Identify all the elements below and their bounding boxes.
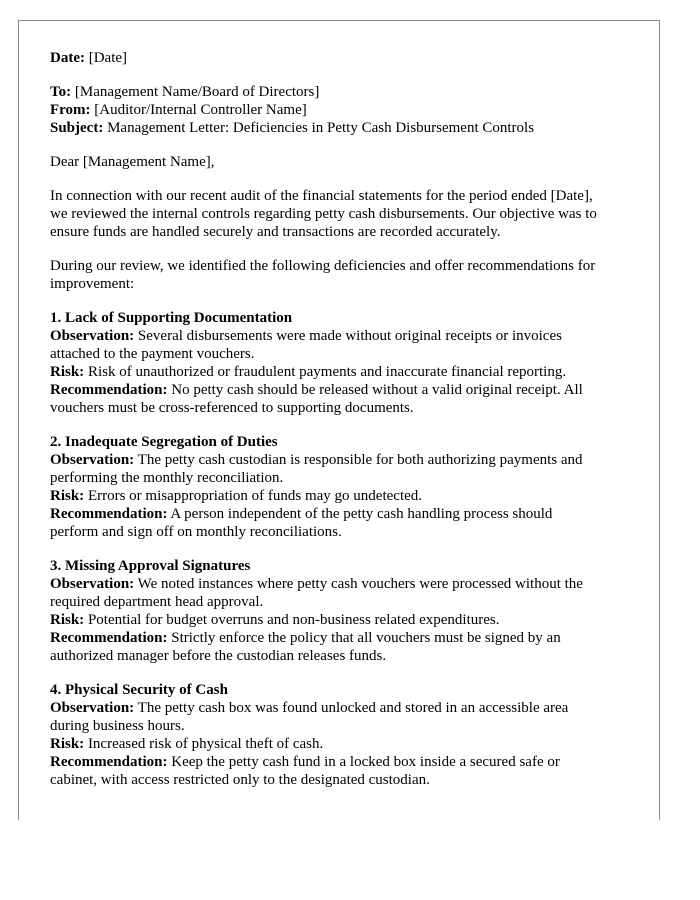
- recommendation-label: Recommendation:: [50, 506, 168, 522]
- risk-text: Potential for budget overruns and non-business related expenditures.: [84, 612, 500, 628]
- observation-line: [50, 327, 650, 345]
- observation-text: The petty cash custodian is responsible for both authorizing payments and: [134, 452, 583, 468]
- risk-line: [50, 735, 650, 753]
- observation-label: Observation:: [50, 576, 135, 592]
- recommendation-label: Recommendation:: [50, 382, 168, 398]
- deficiency-section: [50, 433, 650, 541]
- recommendation-text: Keep the petty cash fund in a locked box inside a secured safe or: [167, 754, 560, 770]
- deficiency-section: [50, 309, 650, 417]
- letter-body: [50, 49, 650, 789]
- risk-line: [50, 487, 650, 505]
- to-value: [Management Name/Board of Directors]: [74, 84, 320, 100]
- from-label: From:: [50, 102, 91, 118]
- observation-line: [50, 699, 650, 717]
- to-label: To:: [50, 84, 72, 100]
- intro-line: we reviewed the internal controls regarding petty cash disbursements. Our objective was to: [50, 206, 597, 222]
- observation-text: The petty cash box was found unlocked and stored in an accessible area: [134, 700, 569, 716]
- observation-label: Observation:: [50, 700, 135, 716]
- section-title: 1. Lack of Supporting Documentation: [50, 310, 293, 326]
- risk-text: Increased risk of physical theft of cash.: [84, 736, 324, 752]
- section-title: 3. Missing Approval Signatures: [50, 558, 251, 574]
- observation-label: Observation:: [50, 452, 135, 468]
- from-line: [50, 101, 650, 119]
- recommendation-label: Recommendation:: [50, 630, 168, 646]
- to-line: [50, 83, 650, 101]
- observation-line: [50, 575, 650, 593]
- observation-line: required department head approval.: [50, 594, 264, 610]
- risk-text: Risk of unauthorized or fraudulent payments and inaccurate financial reporting.: [84, 364, 567, 380]
- recommendation-text: No petty cash should be released without a valid original receipt. All: [167, 382, 583, 398]
- deficiency-section: [50, 681, 650, 789]
- recommendation-label: Recommendation:: [50, 754, 168, 770]
- observation-text: We noted instances where petty cash vouchers were processed without the: [134, 576, 583, 592]
- risk-label: Risk:: [50, 364, 85, 380]
- observation-text: Several disbursements were made without original receipts or invoices: [134, 328, 562, 344]
- recommendation-line: [50, 629, 650, 647]
- recommendation-line: authorized manager before the custodian releases funds.: [50, 648, 387, 664]
- review-line: During our review, we identified the following deficiencies and offer recommendations for: [50, 258, 596, 274]
- subject-label: Subject:: [50, 120, 104, 136]
- subject-line: [50, 119, 650, 137]
- intro-line: ensure funds are handled securely and transactions are recorded accurately.: [50, 224, 501, 240]
- recommendation-line: cabinet, with access restricted only to the designated custodian.: [50, 772, 430, 788]
- letter-page: [18, 20, 660, 820]
- risk-label: Risk:: [50, 736, 85, 752]
- recommendation-line: [50, 381, 650, 399]
- review-line: improvement:: [50, 276, 135, 292]
- deficiency-section: [50, 557, 650, 665]
- risk-label: Risk:: [50, 612, 85, 628]
- recommendation-text: A person independent of the petty cash handling process should: [167, 506, 553, 522]
- observation-line: attached to the payment vouchers.: [50, 346, 255, 362]
- recommendation-text: Strictly enforce the policy that all vouchers must be signed by an: [167, 630, 561, 646]
- date-label: Date:: [50, 50, 85, 66]
- recommendation-line: [50, 505, 650, 523]
- observation-label: Observation:: [50, 328, 135, 344]
- observation-line: [50, 451, 650, 469]
- section-title: 4. Physical Security of Cash: [50, 682, 228, 698]
- observation-line: performing the monthly reconciliation.: [50, 470, 284, 486]
- intro-paragraph: [50, 187, 650, 241]
- intro-line: In connection with our recent audit of the financial statements for the period ended [Date],: [50, 188, 593, 204]
- review-paragraph: [50, 257, 650, 293]
- recommendation-line: vouchers must be cross-referenced to supporting documents.: [50, 400, 414, 416]
- recommendation-line: perform and sign off on monthly reconciliations.: [50, 524, 342, 540]
- from-value: [Auditor/Internal Controller Name]: [94, 102, 307, 118]
- recommendation-line: [50, 753, 650, 771]
- risk-label: Risk:: [50, 488, 85, 504]
- date-line: [50, 49, 650, 67]
- risk-line: [50, 611, 650, 629]
- observation-line: during business hours.: [50, 718, 185, 734]
- risk-text: Errors or misappropriation of funds may go undetected.: [84, 488, 423, 504]
- section-title: 2. Inadequate Segregation of Duties: [50, 434, 278, 450]
- risk-line: [50, 363, 650, 381]
- date-value: [Date]: [88, 50, 128, 66]
- subject-value: Management Letter: Deficiencies in Petty Cash Disbursement Controls: [107, 120, 535, 136]
- salutation: Dear [Management Name],: [50, 154, 215, 170]
